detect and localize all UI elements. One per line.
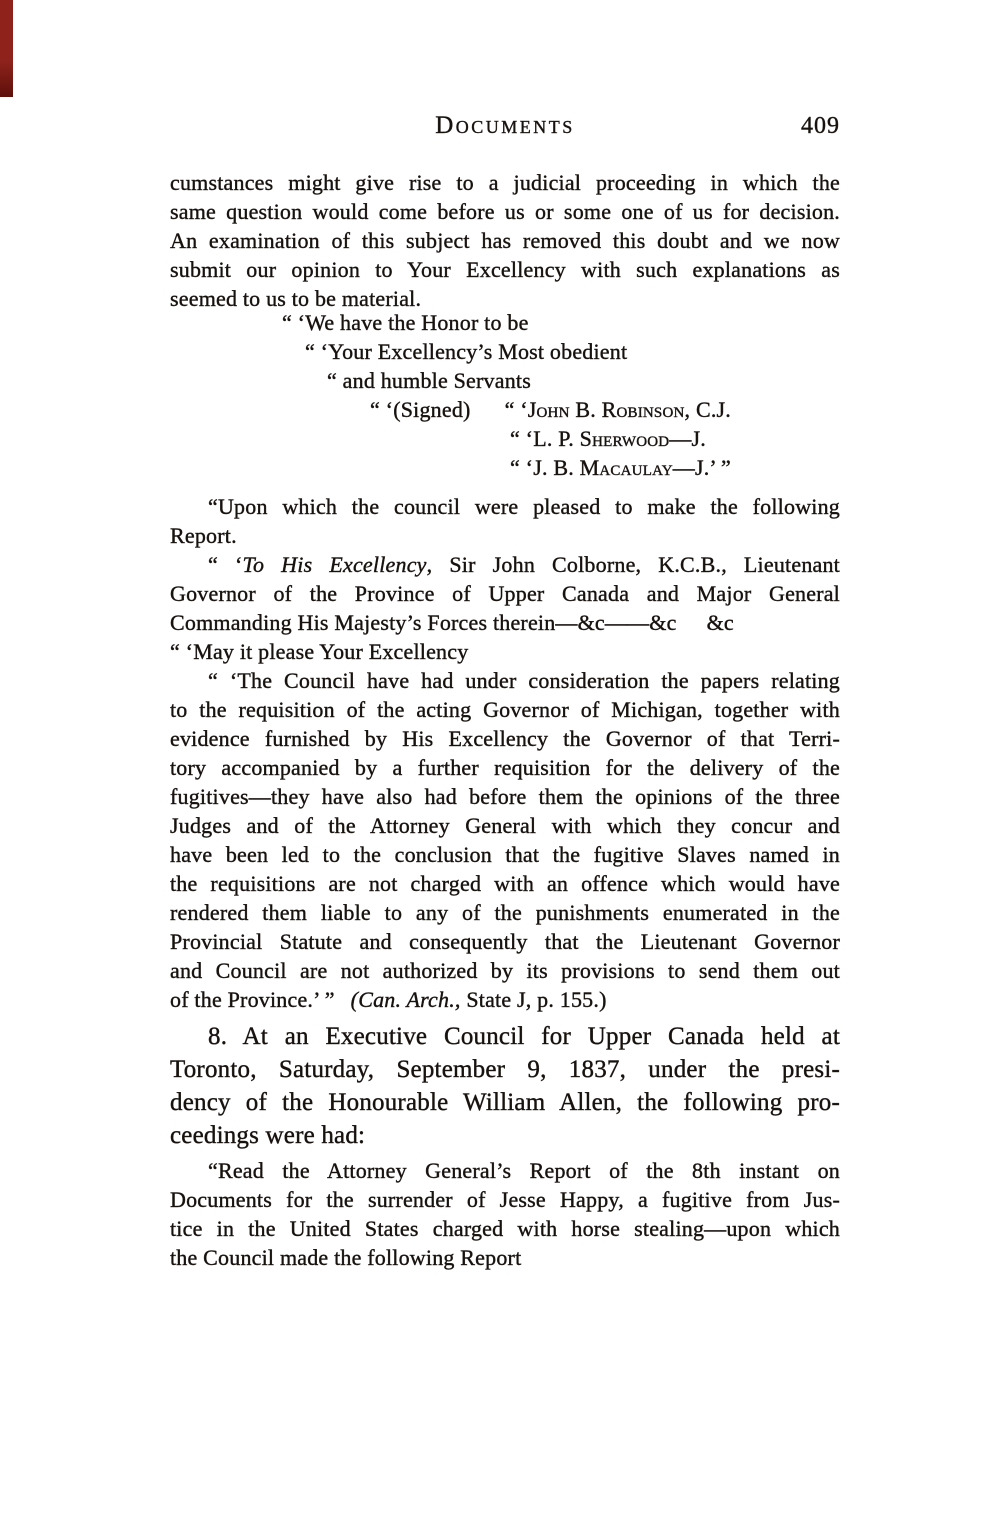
text-segment: —J.’ ” [672,455,731,480]
text-segment: “ ‘ [510,426,534,451]
paragraph [170,168,840,313]
text-segment: , C.J. [684,397,731,422]
text-line [170,811,840,840]
text-line [170,1053,840,1086]
paragraph [170,308,840,482]
text-line [170,168,840,197]
text-segment: evidence furnished by His Excellency the Governor of that Terri- [170,726,840,751]
text-segment: State J, p. 155.) [460,987,607,1012]
text-segment: the requisitions are not charged with an offence which would have [170,871,840,896]
text-segment: “ ‘We have the Honor to be [282,310,529,335]
text-segment: Judges and of the Attorney General with which they concur and [170,813,840,838]
text-line [170,492,840,521]
paragraph [170,1020,840,1152]
text-line [170,424,840,453]
text-line [170,521,840,550]
text-line [170,1156,840,1185]
text-line [170,226,840,255]
signature-name: John B. Robinson [527,397,685,422]
text-line [170,1119,840,1152]
text-line [170,453,840,482]
page-header [170,112,840,142]
text-segment: to the requisition of the acting Governor of Michigan, together with [170,697,840,722]
text-segment: —J. [669,426,706,451]
text-line [170,608,840,637]
text-line [170,1185,840,1214]
red-edge-mark [0,0,13,97]
text-line [170,1086,840,1119]
text-line [170,550,840,579]
text-line [170,840,840,869]
signature-name: L. P. Sherwood [533,426,670,451]
text-segment: To His Excellency [242,552,427,577]
text-segment: “ ‘ [504,397,528,422]
text-line [170,898,840,927]
text-segment: dency of the Honourable William Allen, the following pro- [170,1089,840,1116]
text-segment: cumstances might give rise to a judicial proceeding in which the [170,170,840,195]
text-segment: Provincial Statute and consequently that the Lieutenant Governor [170,929,840,954]
text-line [170,1020,840,1053]
signature-name: J. B. Macaulay [533,455,673,480]
text-segment: the Council made the following Report [170,1245,522,1270]
paragraph [170,492,840,550]
text-segment: An examination of this subject has removed this doubt and we now [170,228,840,253]
text-line [170,695,840,724]
text-segment: “ ‘May it please Your Excellency [170,639,469,664]
text-line [170,956,840,985]
text-line [170,197,840,226]
text-line [170,666,840,695]
text-segment: ceedings were had: [170,1122,366,1149]
text-segment: , Sir John Colborne, K.C.B., Lieutenant [426,552,840,577]
text-line [170,753,840,782]
text-line [170,927,840,956]
text-segment: same question would come before us or some one of us for decision. [170,199,840,224]
page-number: 409 [801,113,840,139]
text-segment: fugitives—they have also had before them the opinions of the three [170,784,840,809]
text-line [170,782,840,811]
text-segment: Governor of the Province of Upper Canada and Major General [170,581,840,606]
text-line [170,1214,840,1243]
paragraph [170,666,840,1014]
text-segment: tice in the United States charged with horse stealing—upon which [170,1216,840,1241]
text-segment: Documents for the surrender of Jesse Happy, a fugitive from Jus- [170,1187,840,1212]
text-line [170,1243,840,1272]
text-segment: seemed to us to be material. [170,286,422,311]
text-segment: “ ‘Your Excellency’s Most obedient [305,339,628,364]
text-segment: “ and humble Servants [327,368,531,393]
text-segment: “ ‘ [208,552,243,577]
text-segment: Toronto, Saturday, September 9, 1837, under the presi- [170,1056,840,1083]
paragraph [170,1156,840,1272]
text-segment: “ ‘The Council have had under consideration the papers relating [208,668,840,693]
text-segment: tory accompanied by a further requisition for the delivery of the [170,755,840,780]
paragraph [170,550,840,666]
text-column [170,0,840,1516]
text-segment: have been led to the conclusion that the fugitive Slaves named in [170,842,840,867]
running-title: Documents [435,112,575,139]
text-segment: Commanding His Majesty’s Forces therein—&c——&c [170,610,677,635]
text-segment: submit our opinion to Your Excellency with such explanations as [170,257,840,282]
text-line [170,637,840,666]
text-segment: &c [706,610,734,635]
text-segment: and Council are not authorized by its provisions to send them out [170,958,840,983]
text-segment: Report. [170,523,237,548]
text-line [170,337,840,366]
text-line [170,255,840,284]
text-segment: 8. At an Executive Council for Upper Canada held at [208,1023,840,1050]
text-line [170,579,840,608]
text-segment: “Read the Attorney General’s Report of the 8th instant on [208,1158,840,1183]
text-segment: (Can. Arch., [350,987,461,1012]
text-line [170,308,840,337]
text-line [170,985,840,1014]
text-segment: of the Province.’ ” [170,987,335,1012]
text-segment: “ ‘ [510,455,534,480]
text-line [170,395,840,424]
text-segment: rendered them liable to any of the punishments enumerated in the [170,900,840,925]
text-segment: “ ‘(Signed) [370,397,471,422]
text-line [170,724,840,753]
text-line [170,869,840,898]
text-segment: “Upon which the council were pleased to make the following [208,494,840,519]
text-line [170,366,840,395]
